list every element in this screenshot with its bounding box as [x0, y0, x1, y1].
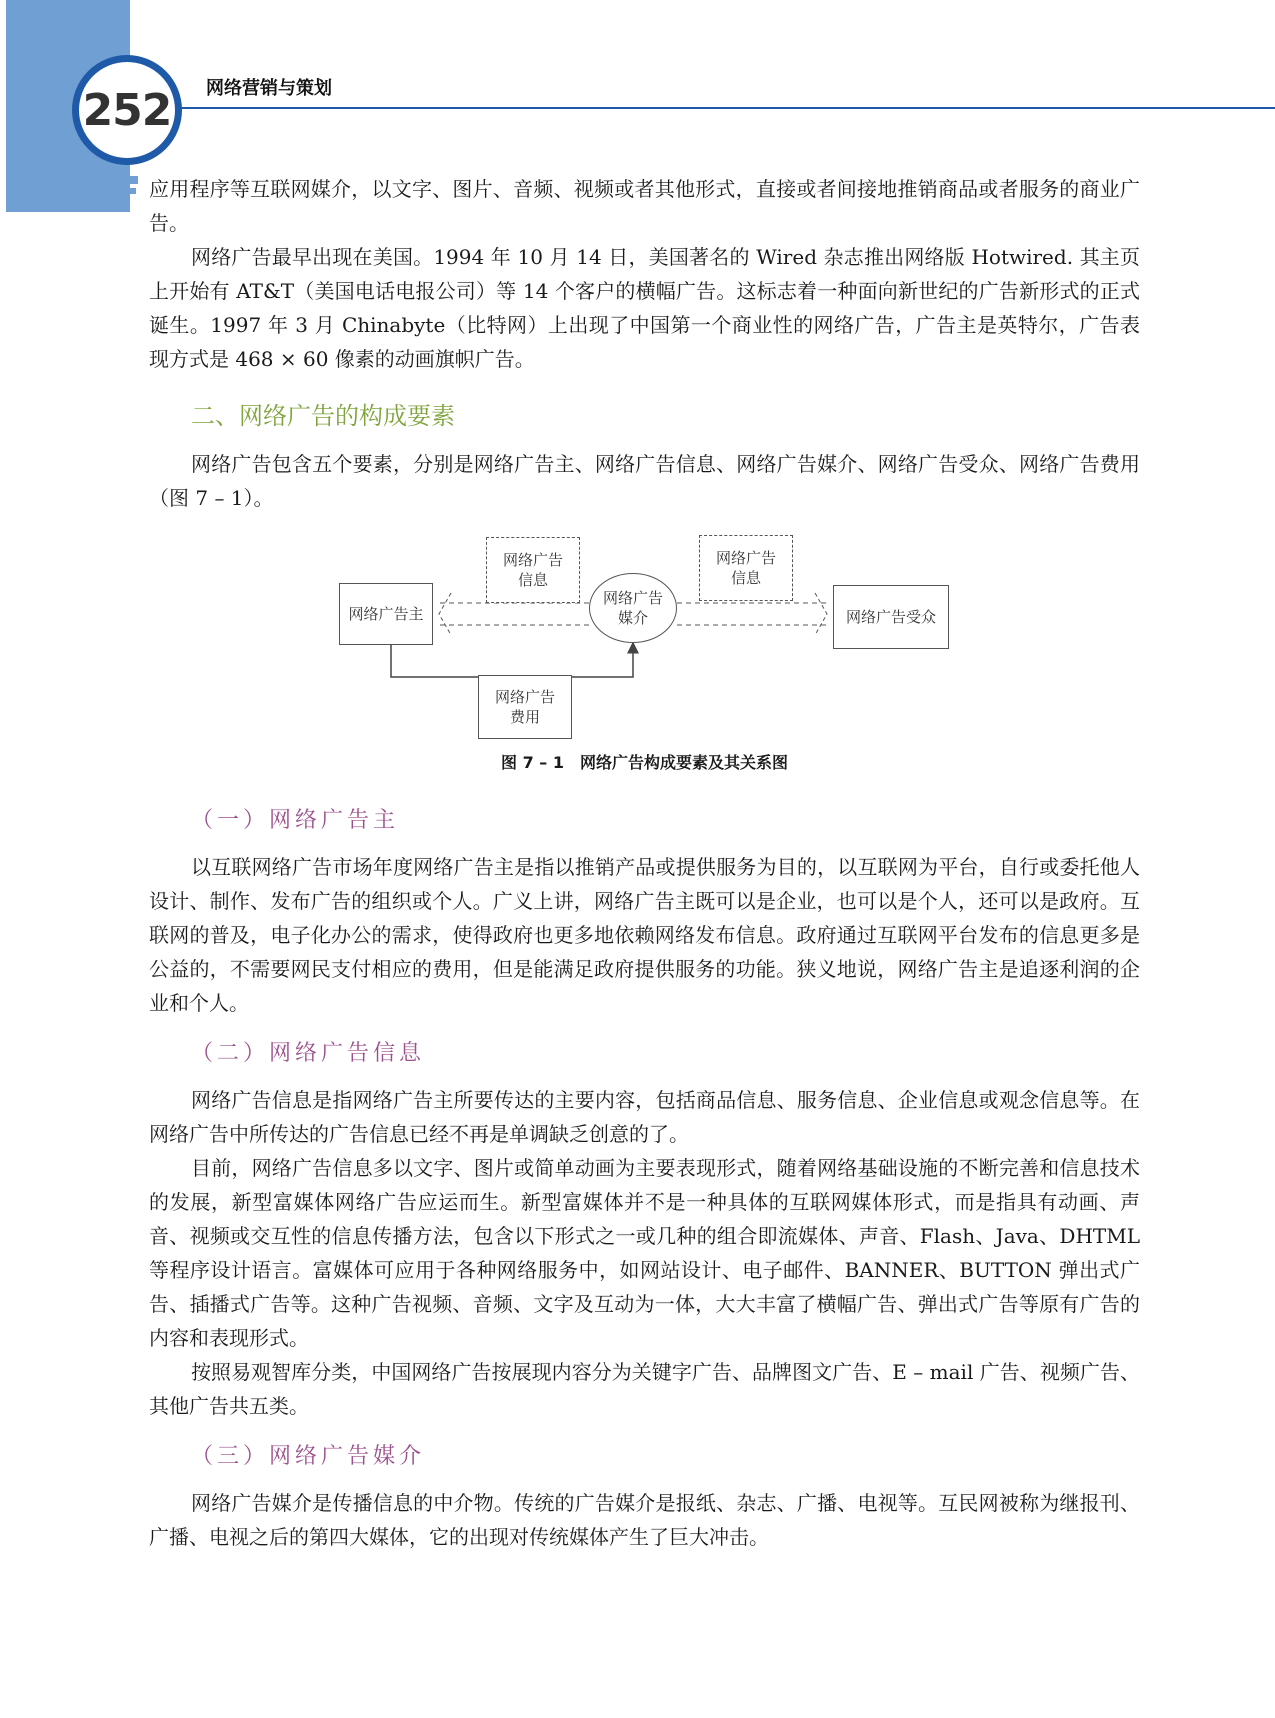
section-heading: 二、网络广告的构成要素 — [191, 402, 455, 430]
info-box-right — [699, 535, 793, 601]
relationship-diagram — [149, 535, 1140, 740]
page-number-badge — [72, 55, 182, 165]
media-label: 媒介 — [617, 609, 648, 627]
info-label: 信息 — [517, 571, 548, 589]
info-label: 信息 — [730, 569, 761, 587]
paragraph: 按照易观智库分类，中国网络广告按展现内容分为关键字广告、品牌图文广告、E – mail 广告、视频广告、其他广告共五类。 — [149, 1360, 1140, 1418]
paragraph: 应用程序等互联网媒介，以文字、图片、音频、视频或者其他形式，直接或者间接地推销商品或者服务的商业广告。 — [149, 177, 1140, 235]
advertiser-label: 网络广告主 — [348, 605, 424, 623]
subsection-heading: （三）网络广告媒介 — [191, 1444, 426, 1469]
advertiser-box — [339, 583, 433, 645]
subsection-heading: （一）网络广告主 — [191, 808, 400, 833]
info-label: 网络广告 — [502, 551, 563, 569]
pixel-decoration — [130, 176, 138, 184]
pixel-decoration — [112, 198, 120, 206]
running-title: 网络营销与策划 — [206, 78, 332, 99]
media-label: 网络广告 — [602, 589, 663, 607]
pixel-decoration — [130, 188, 136, 194]
header-rule — [180, 107, 1275, 109]
paragraph: 网络广告信息是指网络广告主所要传达的主要内容，包括商品信息、服务信息、企业信息或观念信息等。在网络广告中所传达的广告信息已经不再是单调缺乏创意的了。 — [149, 1088, 1140, 1146]
paragraph: 以互联网络广告市场年度网络广告主是指以推销产品或提供服务为目的，以互联网为平台，自行或委托他人设计、制作、发布广告的组织或个人。广义上讲，网络广告主既可以是企业，也可以是个人，还可以是政府。互联网的普及，电子化办公的需求，使得政府也更多地依赖网络发布信息。政府通过互联网平台发布的信息更多是公益的，不需要网民支付相应的费用，但是能满足政府提供服务的功能。狭义地说，网络广告主是追逐利润的企业和个人。 — [149, 855, 1140, 1015]
paragraph: 网络广告媒介是传播信息的中介物。传统的广告媒介是报纸、杂志、广播、电视等。互民网被称为继报刊、广播、电视之后的第四大媒体，它的出现对传统媒体产生了巨大冲击。 — [149, 1491, 1140, 1549]
page-number: 252 — [82, 84, 172, 136]
info-label: 网络广告 — [715, 549, 776, 567]
figure-caption: 图 7 – 1 网络广告构成要素及其关系图 — [501, 753, 788, 772]
media-ellipse — [589, 573, 677, 643]
pixel-decoration — [112, 186, 122, 196]
info-box-left — [486, 537, 580, 603]
paragraph: 网络广告最早出现在美国。1994 年 10 月 14 日，美国著名的 Wired 杂志推出网络版 Hotwired. 其主页上开始有 AT&T（美国电话电报公司）等 14 个客户的横幅广告。这标志着一种面向新世纪的广告新形式的正式诞生。1997 年 3 月 Chinabyte（比特网）上出现了中国第一个商业性的网络广告，广告主是英特尔，广告表现方式是 468 × 60 像素的动画旗帜广告。 — [149, 245, 1140, 371]
cost-label: 费用 — [509, 708, 540, 726]
subsection-heading: （二）网络广告信息 — [191, 1041, 426, 1066]
cost-box — [478, 675, 572, 739]
audience-label: 网络广告受众 — [845, 608, 936, 626]
page-content — [149, 172, 1140, 1554]
cost-label: 网络广告 — [494, 688, 555, 706]
pixel-decoration — [100, 186, 110, 196]
audience-box — [833, 585, 949, 649]
paragraph: 网络广告包含五个要素，分别是网络广告主、网络广告信息、网络广告媒介、网络广告受众、网络广告费用（图 7 – 1）。 — [149, 452, 1140, 510]
paragraph: 目前，网络广告信息多以文字、图片或简单动画为主要表现形式，随着网络基础设施的不断完善和信息技术的发展，新型富媒体网络广告应运而生。新型富媒体并不是一种具体的互联网媒体形式，而是指具有动画、声音、视频或交互性的信息传播方法，包含以下形式之一或几种的组合即流媒体、声音、Flash、Java、DHTML 等程序设计语言。富媒体可应用于各种网络服务中，如网站设计、电子邮件、BANNER、BUTTON 弹出式广告、插播式广告等。这种广告视频、音频、文字及互动为一体，大大丰富了横幅广告、弹出式广告等原有广告的内容和表现形式。 — [149, 1156, 1140, 1350]
